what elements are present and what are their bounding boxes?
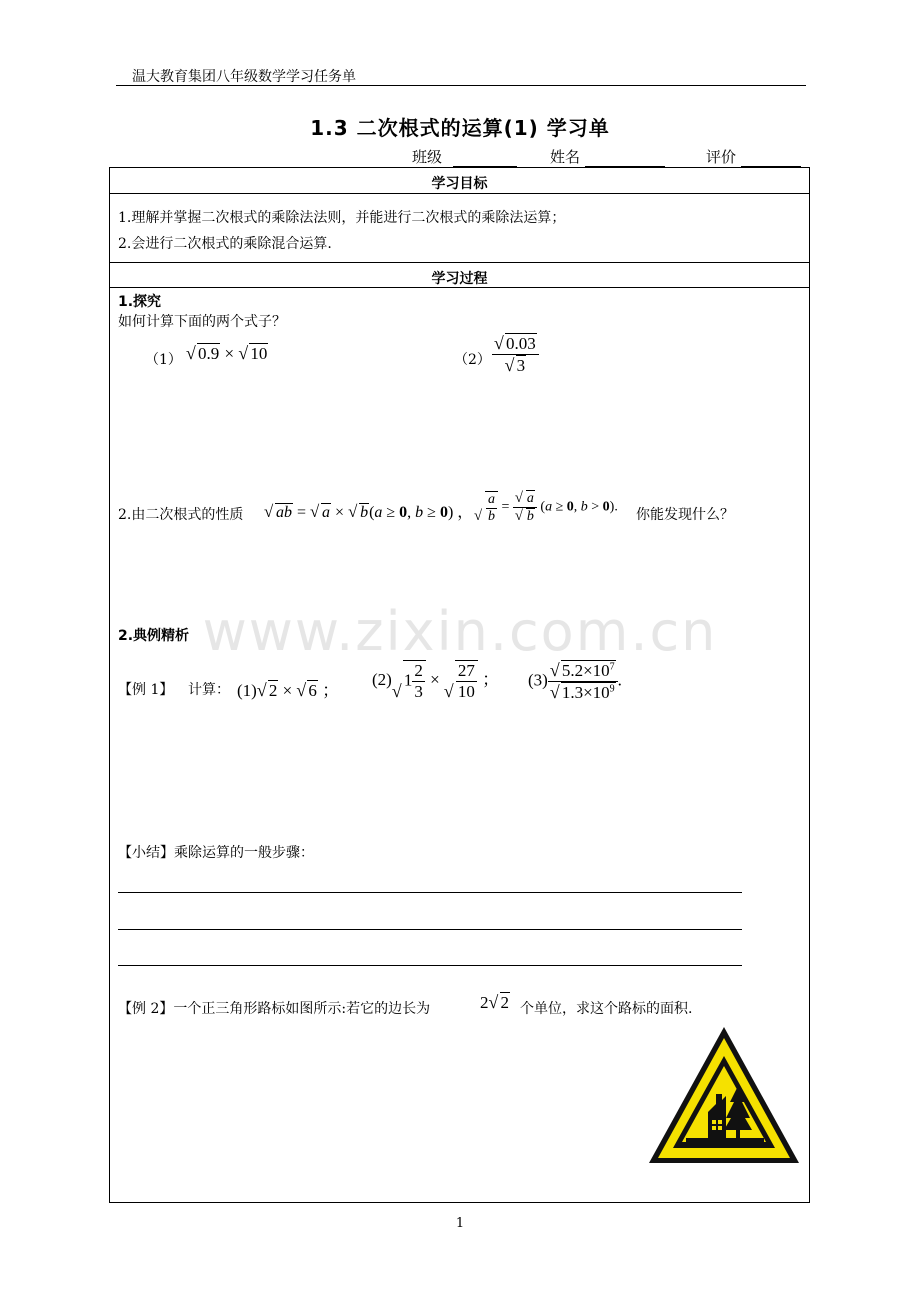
page-number: 1 [455,1216,465,1231]
answer-line-2[interactable] [118,929,742,930]
example2-suffix: 个单位，求这个路标的面积. [520,1001,693,1017]
examples-title: 2.典例精析 [118,628,190,644]
eval-field [706,146,801,167]
process-top-divider [109,262,810,263]
example1-part2: (2)√ 1 $\frac{2}{3}$ × √ $\frac{27}{10}$ ； [372,660,499,702]
q1-label: （1） [145,352,182,368]
page-title: 1.3 二次根式的运算(1) 学习单 [310,116,610,140]
summary-prompt: 【小结】乘除运算的一般步骤： [118,845,314,861]
answer-line-3[interactable] [118,965,742,966]
header-rule [116,85,806,86]
header-text: 温大教育集团八年级数学学习任务单 [132,69,356,85]
eval-label: 评价 [706,148,737,166]
example1-part1: (1)√ 2 × √ 6 ； [237,676,339,701]
example1-compute: 计算： [188,682,230,698]
example2-prefix: 【例 2】一个正三角形路标如图所示:若它的边长为 [118,1001,431,1017]
class-field [412,146,517,167]
name-field [550,146,665,167]
goals-heading-divider [109,193,810,194]
example1-label: 【例 1】 [118,682,174,698]
explore-question: 如何计算下面的两个式子？ [118,314,286,330]
road-sign-icon [646,1024,802,1166]
name-label: 姓名 [550,148,581,166]
q1-expression: √ 0.9 × √ 10 [186,343,268,364]
process-heading: 学习过程 [431,271,488,287]
watermark: www.zixin.com.cn [202,600,718,663]
answer-line-1[interactable] [118,892,742,893]
goals-heading: 学习目标 [431,176,488,192]
goal-item-2: 2.会进行二次根式的乘除混合运算. [118,236,332,252]
q2-expression: √ 0.03 √ 3 [492,333,539,376]
example2-side-length: 2√ 2 [480,992,510,1013]
q2-label: （2） [454,352,491,368]
quotient-rule-formula: √ $\frac{a}{b}$ = √ a √ b (a ≥ 0, b > 0). [474,490,618,525]
product-rule-formula: √ ab = √ a × √ b(a ≥ 0, b ≥ 0) ， [264,499,473,522]
property-prefix: 2.由二次根式的性质 [118,507,244,523]
class-label: 班级 [412,148,443,166]
explore-title: 1.探究 [118,294,162,310]
goal-item-1: 1.理解并掌握二次根式的乘除法法则，并能进行二次根式的乘除法运算； [118,210,566,226]
property-suffix: 你能发现什么？ [636,507,734,523]
example1-part3: (3) √ $5.2\times 10^7$ √ $1.3\times 10^9$ . [528,660,622,703]
